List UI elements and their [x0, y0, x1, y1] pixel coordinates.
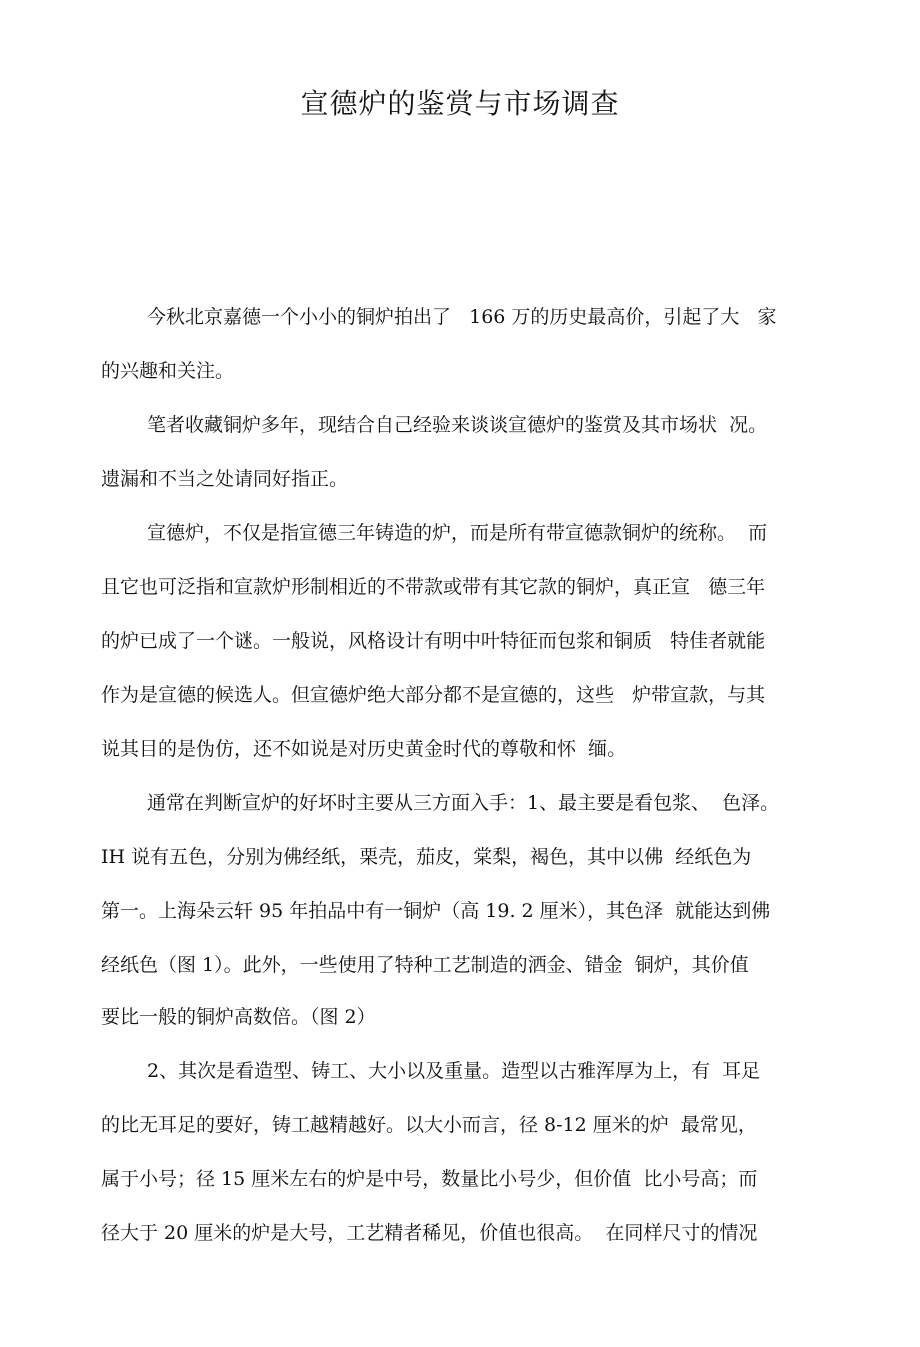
paragraph-4-line-3: 第一。上海朵云轩 95 年拍品中有一铜炉（高 19. 2 厘米），其色泽 就能达到佛	[101, 900, 771, 922]
paragraph-5-line-4: 径大于 20 厘米的炉是大号，工艺精者稀见，价值也很高。 在同样尺寸的情况	[101, 1222, 758, 1244]
paragraph-5-line-3: 属于小号；径 15 厘米左右的炉是中号，数量比小号少，但价值 比小号高；而	[101, 1168, 758, 1190]
paragraph-4-line-4: 经纸色（图 1）。此外，一些使用了特种工艺制造的洒金、错金 铜炉，其价值	[101, 954, 749, 976]
paragraph-1-line-2: 的兴趣和关注。	[101, 360, 235, 382]
paragraph-2-line-1: 笔者收藏铜炉多年，现结合自己经验来谈谈宣德炉的鉴赏及其市场状 况。	[147, 414, 768, 436]
paragraph-4-line-5: 要比一般的铜炉高数倍。（图 2）	[101, 1006, 376, 1028]
paragraph-1-line-1: 今秋北京嘉德一个小小的铜炉拍出了 166 万的历史最高价，引起了大 家	[147, 306, 777, 328]
paragraph-3-line-1: 宣德炉，不仅是指宣德三年铸造的炉，而是所有带宣德款铜炉的统称。 而	[147, 522, 768, 544]
paragraph-3-line-2: 且它也可泛指和宣款炉形制相近的不带款或带有其它款的铜炉，真正宣 德三年	[101, 576, 766, 598]
paragraph-4-line-1: 通常在判断宣炉的好坏时主要从三方面入手：1、最主要是看包浆、 色泽。	[147, 792, 780, 814]
document-title: 宣德炉的鉴赏与市场调查	[300, 87, 620, 120]
paragraph-5-line-1: 2、其次是看造型、铸工、大小以及重量。造型以古雅浑厚为上，有 耳足	[147, 1060, 761, 1082]
paragraph-3-line-3: 的炉已成了一个谜。一般说，风格设计有明中叶特征而包浆和铜质 特佳者就能	[101, 630, 766, 652]
paragraph-3-line-5: 说其目的是伪仿，还不如说是对历史黄金时代的尊敬和怀 缅。	[101, 738, 627, 760]
paragraph-4-line-2: IH 说有五色，分别为佛经纸，栗壳，茄皮，棠梨，褐色，其中以佛 经纸色为	[101, 846, 752, 868]
paragraph-5-line-2: 的比无耳足的要好，铸工越精越好。以大小而言，径 8-12 厘米的炉 最常见，	[101, 1114, 757, 1136]
paragraph-2-line-2: 遗漏和不当之处请同好指正。	[101, 468, 349, 490]
paragraph-3-line-4: 作为是宣德的候选人。但宣德炉绝大部分都不是宣德的，这些 炉带宣款，与其	[101, 684, 766, 706]
